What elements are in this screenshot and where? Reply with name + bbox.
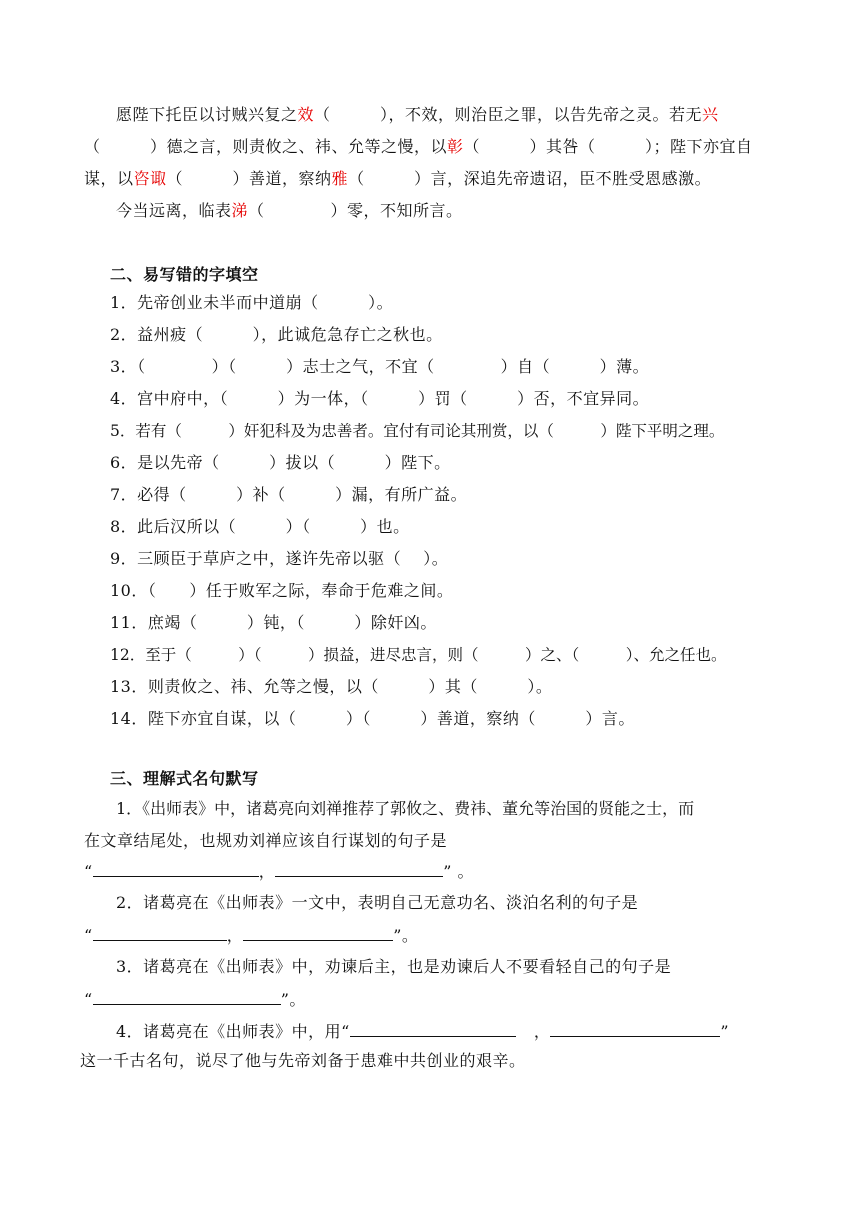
highlighted-char: 兴 [702,105,719,124]
question-4-line-2: 这一千古名句，说尽了他与先帝刘备于患难中共创业的艰辛。 [80,1051,526,1070]
question-3-answer-line [84,988,306,1011]
fill-item-13: 13．则责攸之、祎、允等之慢，以（ ）其（ ）。 [110,677,553,696]
highlighted-char: 效 [297,105,315,124]
open-quote: “ [84,862,93,881]
answer-blank[interactable] [550,1020,720,1037]
section-2-title: 二、易写错的字填空 [110,265,259,284]
question-4-line-1 [116,1020,729,1043]
passage-line-1 [116,104,719,126]
fill-item-9: 9．三顾臣于草庐之中，遂许先帝以驱（ ）。 [110,549,449,568]
highlighted-char: 涕 [231,201,249,220]
highlighted-char: 雅 [331,169,349,188]
comma: ， [533,1022,551,1041]
answer-blank[interactable] [243,924,393,941]
question-2-answer-line [84,924,418,947]
passage-line-3 [84,168,711,190]
fill-item-6: 6．是以先帝（ ）拔以（ ）陛下。 [110,453,451,472]
close-quote: ” 。 [443,862,474,881]
close-quote: ”。 [280,990,306,1009]
text: （ ）德之言，则责攸之、祎、允等之慢，以 [84,137,448,156]
text: 今当远离，临表 [116,201,232,220]
fill-item-7: 7．必得（ ）补（ ）漏，有所广益。 [110,485,468,504]
fill-item-4: 4．宫中府中，（ ）为一体，（ ）罚（ ）否，不宜异同。 [110,389,650,408]
answer-blank[interactable] [275,860,443,877]
fill-item-1: 1．先帝创业未半而中道崩（ ）。 [110,293,394,312]
answer-blank[interactable] [93,924,227,941]
question-3-line-1: 3．诸葛亮在《出师表》中，劝谏后主，也是劝谏后人不要看轻自己的句子是 [116,957,672,976]
question-2-line-1: 2．诸葛亮在《出师表》一文中，表明自己无意功名、淡泊名利的句子是 [116,893,639,912]
fill-item-8: 8．此后汉所以（ ）（ ）也。 [110,517,410,536]
highlighted-char: 咨诹 [133,169,167,188]
text: 谋，以 [84,169,134,188]
fill-item-10: 10．（ ）任于败军之际，奉命于危难之间。 [110,581,454,600]
fill-item-11: 11．庶竭（ ）钝，（ ）除奸凶。 [110,613,437,632]
close-quote: ”。 [393,926,419,945]
open-quote: “ [84,990,93,1009]
question-1-answer-line [84,860,474,883]
question-1-line-2: 在文章结尾处，也规劝刘禅应该自行谋划的句子是 [84,831,448,850]
fill-item-3: 3．（ ）（ ）志士之气，不宜（ ）自（ ）薄。 [110,357,650,376]
text: （ ）其咎（ ）；陛下亦宜自 [463,137,753,156]
text: （ ）零，不知所言。 [248,201,463,220]
text: 愿陛下托臣以讨贼兴复之 [116,105,298,124]
section-3-title: 三、理解式名句默写 [110,769,259,788]
text: （ ）言，深追先帝遗诏，臣不胜受恩感激。 [348,169,712,188]
answer-blank[interactable] [93,988,281,1005]
open-quote: “ [84,926,93,945]
close-quote: ” [720,1022,730,1041]
text: （ ），不效，则治臣之罪，以告先帝之灵。若无 [314,105,703,124]
comma: ， [226,926,244,945]
answer-blank[interactable] [93,860,259,877]
passage-line-2 [84,136,753,158]
highlighted-char: 彰 [447,137,464,156]
text: 4．诸葛亮在《出师表》中，用“ [116,1022,350,1041]
answer-blank[interactable] [350,1020,516,1037]
fill-item-5: 5．若有（ ）奸犯科及为忠善者。宜付有司论其刑赏，以（ ）陛下平明之理。 [110,422,725,440]
comma: ， [258,862,276,881]
fill-item-14: 14．陛下亦宜自谋，以（ ）（ ）善道，察纳（ ）言。 [110,709,635,728]
passage-line-4 [116,200,463,222]
question-1-line-1: 1．《出师表》中，诸葛亮向刘禅推荐了郭攸之、费祎、董允等治国的贤能之士，而 [116,799,695,818]
fill-item-12: 12．至于（ ）（ ）损益，进尽忠言，则（ ）之、（ ）、允之任也。 [110,646,727,664]
fill-item-2: 2．益州疲（ ），此诚危急存亡之秋也。 [110,325,443,344]
text: （ ）善道，察纳 [166,169,332,188]
